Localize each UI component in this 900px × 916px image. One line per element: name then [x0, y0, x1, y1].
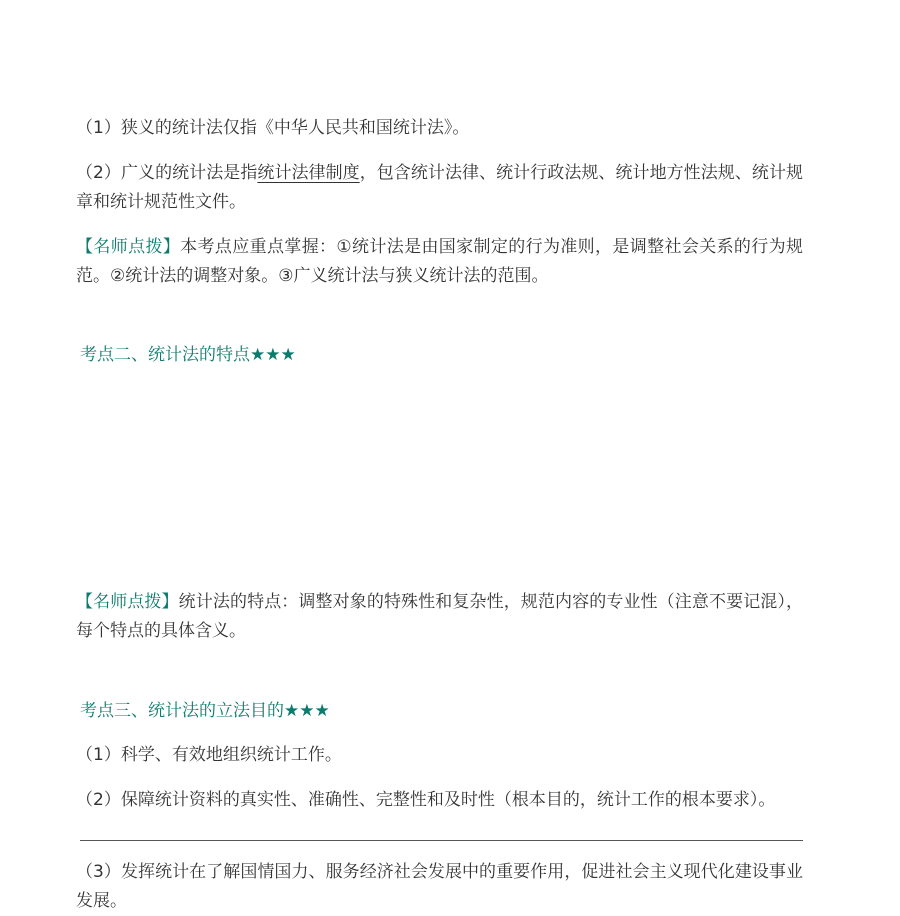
purpose-item-2: （2）保障统计资料的真实性、准确性、完整性和及时性（根本目的，统计工作的根本要求）。: [76, 790, 776, 810]
section-heading-3: 考点三、统计法的立法目的★★★: [80, 701, 330, 721]
section-heading-2: 考点二、统计法的特点★★★: [80, 345, 296, 365]
tip-label: 【名师点拨】: [76, 237, 181, 257]
tip-label: 【名师点拨】: [76, 592, 179, 612]
divider-line: [80, 840, 803, 841]
broad-definition-item: [76, 159, 803, 217]
purpose-item-3: （3）发挥统计在了解国情国力、服务经济社会发展中的重要作用，促进社会主义现代化建设事业发展。: [76, 862, 803, 911]
narrow-definition-text: （1）狭义的统计法仅指《中华人民共和国统计法》。: [76, 118, 470, 138]
narrow-definition-item: [76, 114, 803, 143]
tip-paragraph-2: [76, 588, 803, 646]
broad-definition-underlined-term: 统计法律制度: [257, 163, 360, 183]
tip-text: 统计法的特点：调整对象的特殊性和复杂性，规范内容的专业性（注意不要记混），每个特点的具体含义。: [76, 592, 804, 641]
tip-paragraph-1: [76, 233, 803, 291]
broad-definition-suffix: ，包含统计法律、统计行政法规、统计地方性法规、统计规章和统计规范性文件。: [76, 163, 803, 212]
tip-text: 本考点应重点掌握：①统计法是由国家制定的行为准则，是调整社会关系的行为规范。②统计法的调整对象。③广义统计法与狭义统计法的范围。: [76, 237, 804, 286]
purpose-item-1: （1）科学、有效地组织统计工作。: [76, 745, 342, 765]
broad-definition-prefix: （2）广义的统计法是指: [76, 163, 258, 183]
